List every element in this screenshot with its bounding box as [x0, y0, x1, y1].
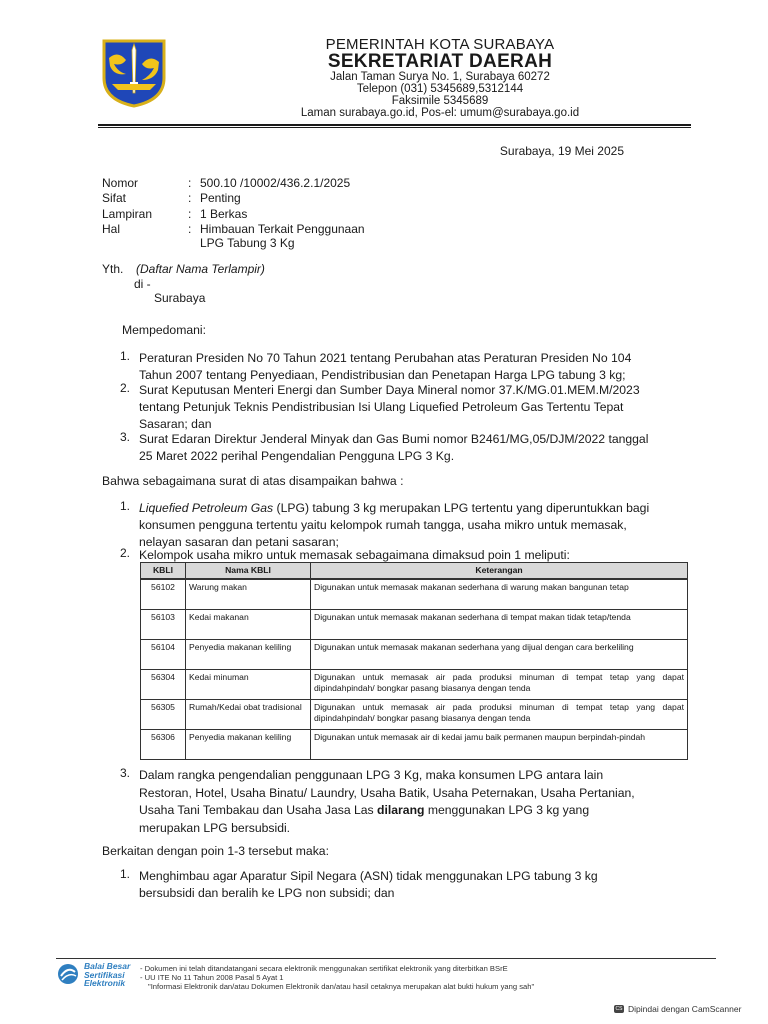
kbli-name: Warung makan	[186, 579, 311, 610]
kbli-code: 56102	[141, 579, 186, 610]
bahwa-heading: Bahwa sebagaimana surat di atas disampaikan bahwa :	[102, 474, 404, 488]
term-italic: Liquefied Petroleum Gas	[139, 501, 274, 515]
list-item	[139, 350, 683, 384]
kbli-description: Digunakan untuk memasak air di kedai jamu baik permanen maupun berpindah-pindah	[311, 730, 688, 760]
kbli-description: Digunakan untuk memasak air pada produksi minuman di tempat tetap yang dapat dipindahpindah/ bongkar pasang biasanya dengan tenda	[311, 700, 688, 730]
meta-label: Sifat	[102, 191, 127, 205]
meta-subject: Himbauan Terkait Penggunaan	[200, 222, 365, 236]
letterhead-office: SEKRETARIAT DAERAH	[327, 51, 553, 72]
table-row	[141, 670, 688, 700]
meta-number: 500.10 /10002/436.2.1/2025	[200, 176, 351, 190]
list-item-line: merupakan LPG bersubsidi.	[139, 820, 291, 835]
kbli-code: 56306	[141, 730, 186, 760]
text-span: menggunakan LPG 3 kg yang	[424, 803, 590, 817]
kbli-name: Rumah/Kedai obat tradisional	[186, 700, 311, 730]
meta-colon: :	[188, 222, 192, 236]
list-item	[139, 431, 683, 465]
list-item-line: Tahun 2007 tentang Penyediaan, Pendistribusian dan Penetapan Harga LPG tabung 3 kg;	[139, 368, 626, 382]
table-row	[141, 640, 688, 670]
meta-nature: Penting	[200, 191, 241, 205]
meta-label: Nomor	[102, 176, 139, 190]
recipient-prefix: Yth.	[102, 262, 124, 276]
letterhead-phone: Telepon (031) 5345689,5312144	[356, 83, 524, 95]
kbli-name: Kedai minuman	[186, 670, 311, 700]
text-span: (LPG) tabung 3 kg merupakan LPG tertentu yang diperuntukkan bagi	[273, 501, 650, 515]
table-row	[141, 579, 688, 610]
list-item: Kelompok usaha mikro untuk memasak sebagaimana dimaksud poin 1 meliputi:	[139, 548, 570, 562]
bsre-logo-icon	[56, 962, 80, 986]
meta-colon: :	[188, 191, 192, 205]
camscanner-icon: CS	[615, 1006, 623, 1012]
list-item-line: Restoran, Hotel, Usaha Binatu/ Laundry, Usaha Batik, Usaha Peternakan, Usaha Pertanian,	[139, 785, 635, 800]
meta-colon: :	[188, 207, 192, 221]
list-item-line: Surat Keputusan Menteri Energi dan Sumber Daya Mineral nomor 37.K/MG.01.MEM.M/2023	[139, 383, 640, 397]
letter-date: Surabaya, 19 Mei 2025	[499, 144, 624, 158]
kbli-description: Digunakan untuk memasak makanan sederhana di tempat makan tidak tetap/tenda	[311, 610, 688, 640]
letterhead-fax: Faksimile 5345689	[391, 95, 489, 107]
meta-subject-line2: LPG Tabung 3 Kg	[200, 236, 295, 250]
list-item-line: Menghimbau agar Aparatur Sipil Negara (ASN) tidak menggunakan LPG tabung 3 kg	[139, 869, 598, 883]
kbli-code: 56103	[141, 610, 186, 640]
meta-label: Hal	[102, 222, 121, 236]
letterhead-divider	[98, 124, 691, 126]
list-item	[139, 500, 683, 551]
table-row	[141, 610, 688, 640]
kbli-name: Penyedia makanan keliling	[186, 730, 311, 760]
list-number: 1.	[120, 867, 131, 881]
list-item-line: 25 Maret 2022 perihal Pengendalian Pengguna LPG 3 Kg.	[139, 449, 455, 463]
list-item-line	[139, 500, 683, 517]
footer-brand	[84, 962, 130, 988]
footer-brand-line: Elektronik	[84, 978, 126, 988]
list-number: 2.	[120, 381, 131, 395]
letterhead-government: PEMERINTAH KOTA SURABAYA	[325, 36, 555, 53]
list-item-line: nelayan sasaran dan petani sasaran;	[139, 535, 339, 549]
list-number: 1.	[120, 349, 131, 363]
kbli-description: Digunakan untuk memasak makanan sederhana yang dijual dengan cara berkeliling	[311, 640, 688, 670]
recipient-di: di -	[134, 277, 151, 291]
footer-brand-line: Sertifikasi	[84, 969, 125, 980]
footer-note: "Informasi Elektronik dan/atau Dokumen Elektronik dan/atau hasil cetaknya merupakan alat bukti hukum yang sah"	[148, 982, 535, 991]
column-header: KBLI	[141, 563, 186, 580]
list-item-line: konsumen pengguna tertentu yaitu kelompok rumah tangga, usaha mikro untuk memasak,	[139, 518, 627, 532]
footer-brand-line: Balai Besar	[84, 961, 131, 971]
text-span: Usaha Tani Tembakau dan Usaha Jasa Las	[139, 803, 378, 817]
list-item-line: tentang Petunjuk Teknis Pendistribusian Isi Ulang Liquefied Petroleum Gas Tertentu Tepat	[139, 400, 624, 414]
kbli-table	[140, 562, 688, 760]
letterhead-web: Laman surabaya.go.id, Pos-el: umum@surabaya.go.id	[300, 107, 580, 119]
kbli-description: Digunakan untuk memasak air pada produksi minuman di tempat tetap yang dapat dipindahpindah/ bongkar pasang biasanya dengan tenda	[311, 670, 688, 700]
list-number: 2.	[120, 546, 131, 560]
list-item	[139, 868, 683, 902]
meta-colon: :	[188, 176, 192, 190]
letterhead-divider-thin	[98, 127, 691, 128]
recipient-name: (Daftar Nama Terlampir)	[136, 262, 265, 276]
kbli-name: Kedai makanan	[186, 610, 311, 640]
camscanner-watermark: Dipindai dengan CamScanner	[628, 1004, 742, 1014]
list-item-line	[139, 802, 683, 820]
kbli-description: Digunakan untuk memasak makanan sederhana di warung makan bangunan tetap	[311, 579, 688, 610]
berkaitan-heading: Berkaitan dengan poin 1-3 tersebut maka:	[102, 844, 329, 858]
list-item-line: Peraturan Presiden No 70 Tahun 2021 tentang Perubahan atas Peraturan Presiden No 104	[139, 351, 632, 365]
list-item	[139, 382, 683, 433]
emphasis-bold: dilarang	[377, 803, 425, 817]
kbli-code: 56305	[141, 700, 186, 730]
recipient-city: Surabaya	[154, 291, 206, 305]
table-header-row	[141, 563, 688, 580]
column-header: Nama KBLI	[186, 563, 311, 580]
footer-divider	[56, 958, 716, 959]
list-number: 1.	[120, 499, 131, 513]
letterhead-address: Jalan Taman Surya No. 1, Surabaya 60272	[330, 71, 550, 83]
footer-note: - Dokumen ini telah ditandatangani secara elektronik menggunakan sertifikat elektronik yang diterbitkan BSrE	[140, 964, 508, 973]
list-item-line: bersubsidi dan beralih ke LPG non subsidi; dan	[139, 886, 395, 900]
kbli-code: 56304	[141, 670, 186, 700]
table-row	[141, 730, 688, 760]
list-item-line: Sasaran; dan	[139, 417, 212, 431]
mempedomani-heading: Mempedomani:	[122, 323, 206, 337]
list-number: 3.	[120, 430, 131, 444]
column-header: Keterangan	[311, 563, 688, 580]
meta-attachment: 1 Berkas	[200, 207, 248, 221]
meta-label: Lampiran	[102, 207, 153, 221]
list-number: 3.	[120, 766, 131, 780]
kbli-name: Penyedia makanan keliling	[186, 640, 311, 670]
table-row	[141, 700, 688, 730]
list-item-line: Dalam rangka pengendalian penggunaan LPG 3 Kg, maka konsumen LPG antara lain	[139, 768, 604, 782]
surabaya-crest-logo	[100, 38, 168, 108]
list-item	[139, 767, 683, 837]
footer-note: - UU ITE No 11 Tahun 2008 Pasal 5 Ayat 1	[140, 973, 284, 982]
list-item-line: Surat Edaran Direktur Jenderal Minyak dan Gas Bumi nomor B2461/MG,05/DJM/2022 tanggal	[139, 432, 649, 446]
kbli-code: 56104	[141, 640, 186, 670]
